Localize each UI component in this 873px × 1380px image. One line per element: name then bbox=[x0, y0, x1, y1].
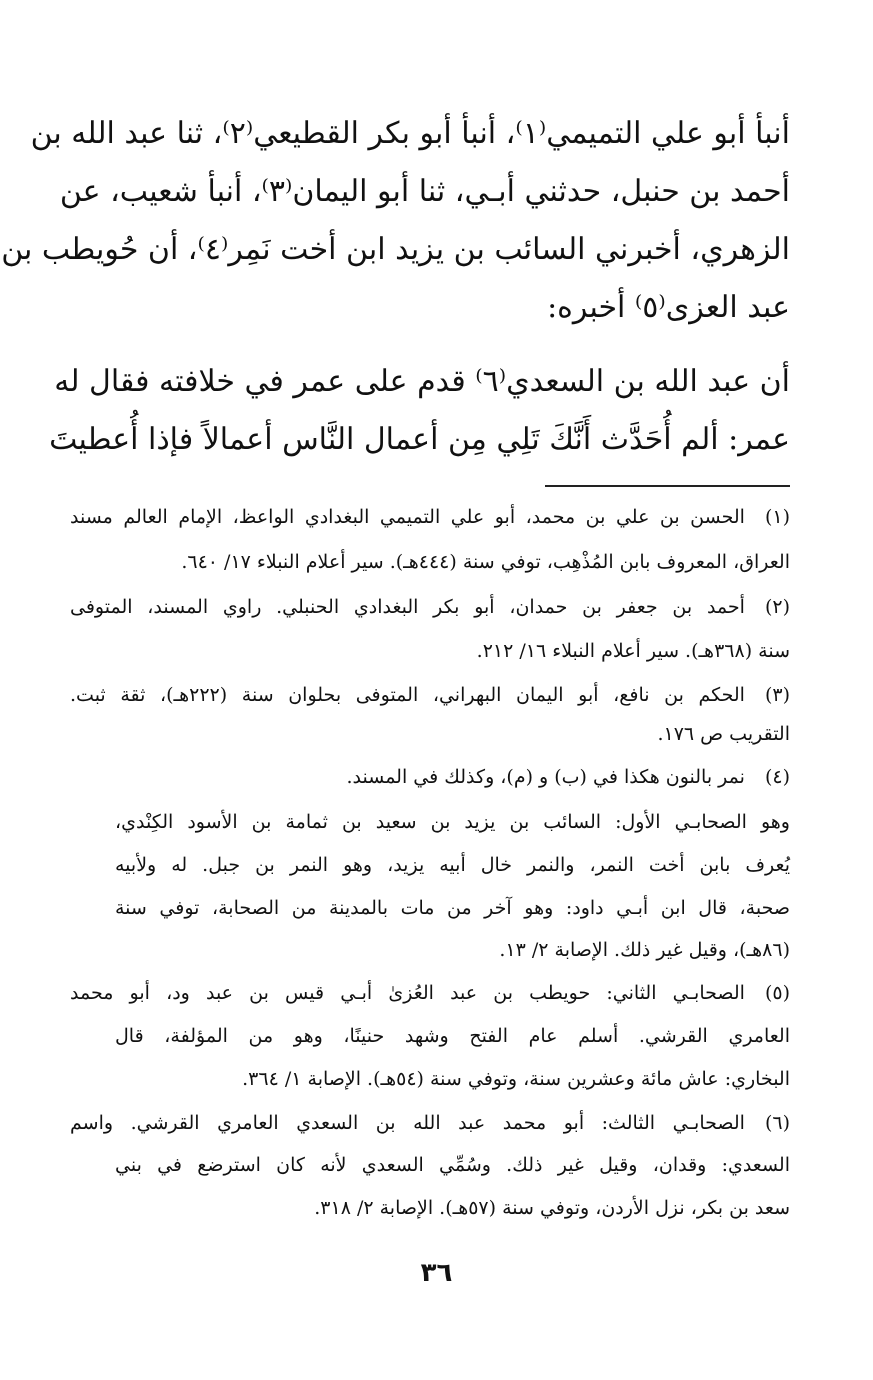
footnote-number: (٦) bbox=[764, 1112, 790, 1134]
footnote-text: نمر بالنون هكذا في (ب) و (م)، وكذلك في المسند. bbox=[346, 766, 745, 788]
footnote-number: (٥) bbox=[764, 982, 790, 1004]
footnote-line bbox=[70, 590, 790, 624]
footnote-line: سعد بن بكر، نزل الأردن، وتوفي سنة (٥٧هـ). الإصابة ٢/ ٣١٨. bbox=[314, 1197, 790, 1219]
footnote-divider bbox=[545, 485, 790, 487]
footnote-line: صحبة، قال ابن أبـي داود: وهو آخر من مات بالمدينة من الصحابة، توفي سنة bbox=[115, 897, 790, 919]
footnote-line bbox=[70, 678, 790, 712]
footnote-line bbox=[70, 1106, 790, 1140]
footnote-line: البخاري: عاش مائة وعشرين سنة، وتوفي سنة (٥٤هـ). الإصابة ١/ ٣٦٤. bbox=[242, 1068, 790, 1090]
footnote-line: وهو الصحابـي الأول: السائب بن يزيد بن سعيد بن ثمامة بن الأسود الكِنْدي، bbox=[115, 811, 790, 833]
footnote-number: (٢) bbox=[764, 596, 790, 618]
footnote-line: العامري القرشي. أسلم عام الفتح وشهد حنينًا، وهو من المؤلفة، قال bbox=[115, 1025, 790, 1047]
footnote-line: العراق، المعروف بابن المُذْهِب، توفي سنة (٤٤٤هـ). سير أعلام النبلاء ١٧/ ٦٤٠. bbox=[181, 551, 790, 573]
footnote-line: سنة (٣٦٨هـ). سير أعلام النبلاء ١٦/ ٢١٢. bbox=[476, 640, 790, 662]
footnote-line bbox=[70, 976, 790, 1010]
footnote-number: (٣) bbox=[764, 684, 790, 706]
footnote-text: الصحابـي الثاني: حويطب بن عبد العُزىٰ أبـي قيس بن عبد ود، أبو محمد bbox=[70, 982, 745, 1004]
footnote-line: يُعرف بابن أخت النمر، والنمر خال أبيه يزيد، وهو النمر بن جبل. له ولأبيه bbox=[115, 854, 790, 876]
footnote-text: الحسن بن علي بن محمد، أبو علي التميمي البغدادي الواعظ، الإمام العالم مسند bbox=[70, 506, 745, 528]
footnote-line: التقريب ص ١٧٦. bbox=[657, 723, 790, 745]
main-line: الزهري، أخبرني السائب بن يزيد ابن أخت نَمِر⁽٤⁾، أن حُويطب بن bbox=[1, 232, 790, 267]
footnote-line: السعدي: وقدان، وقيل غير ذلك. وسُمِّي السعدي لأنه كان استرضع في بني bbox=[115, 1154, 790, 1176]
main-line: أحمد بن حنبل، حدثني أبـي، ثنا أبو اليمان⁽٣⁾، أنبأ شعيب، عن bbox=[59, 174, 790, 209]
main-line: عبد العزى⁽٥⁾ أخبره: bbox=[547, 290, 790, 325]
footnote-line bbox=[70, 760, 790, 794]
main-line: أن عبد الله بن السعدي⁽٦⁾ قدم على عمر في خلافته فقال له bbox=[54, 364, 790, 399]
main-line: عمر: ألم أُحَدَّث أَنَّكَ تَلِي مِن أعمال النَّاس أعمالاً فإذا أُعطيتَ bbox=[49, 422, 790, 457]
footnote-text: الصحابـي الثالث: أبو محمد عبد الله بن السعدي العامري القرشي. واسم bbox=[70, 1112, 745, 1134]
footnote-text: أحمد بن جعفر بن حمدان، أبو بكر البغدادي الحنبلي. راوي المسند، المتوفى bbox=[70, 596, 745, 618]
footnote-line bbox=[70, 500, 790, 534]
footnote-number: (٤) bbox=[764, 766, 790, 788]
footnote-number: (١) bbox=[764, 506, 790, 528]
footnote-line: (٨٦هـ)، وقيل غير ذلك. الإصابة ٢/ ١٣. bbox=[499, 939, 790, 961]
page-number: ٣٦ bbox=[420, 1258, 453, 1288]
footnote-text: الحكم بن نافع، أبو اليمان البهراني، المتوفى بحلوان سنة (٢٢٢هـ)، ثقة ثبت. bbox=[70, 684, 745, 706]
main-line: أنبأ أبو علي التميمي⁽١⁾، أنبأ أبو بكر القطيعي⁽٢⁾، ثنا عبد الله بن bbox=[30, 116, 790, 151]
